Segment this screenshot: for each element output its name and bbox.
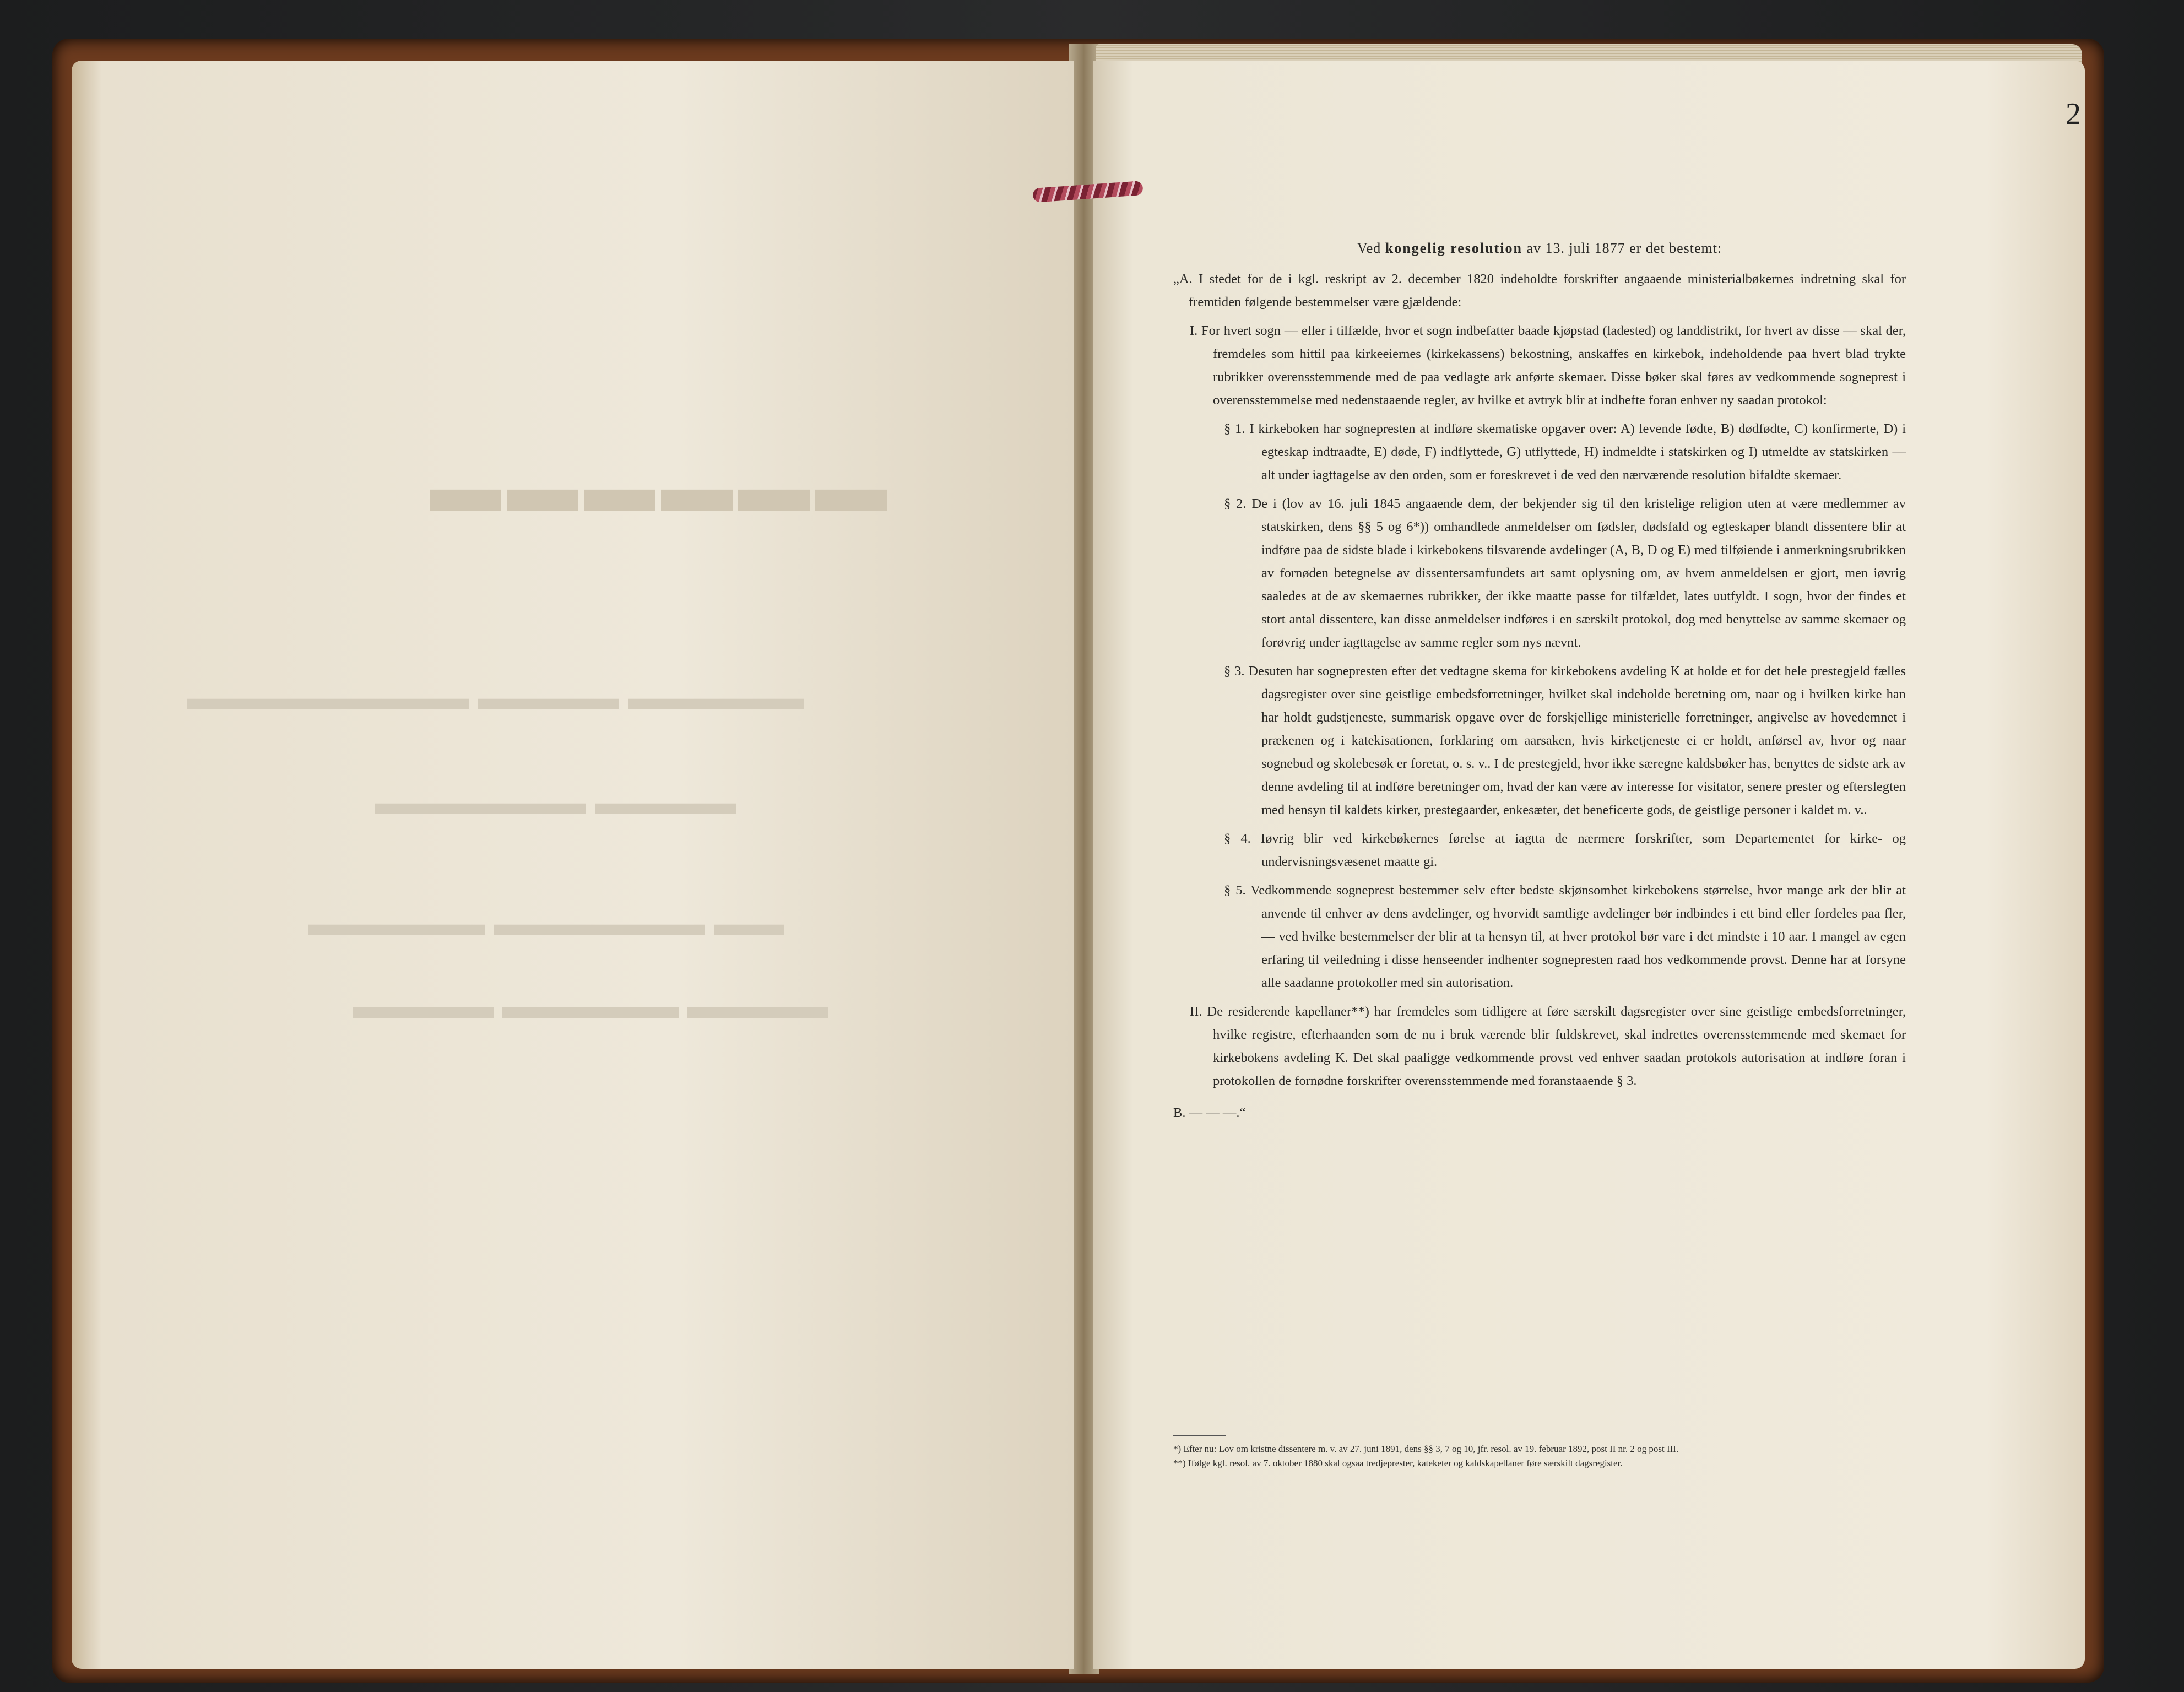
page-number: 2 — [2066, 97, 2081, 131]
left-page — [72, 61, 1074, 1669]
bleed-through-line: ▬▬▬▬ ▬▬▬▬▬▬ — [375, 783, 736, 822]
heading — [1173, 237, 1906, 260]
bleed-through-line: ▬▬▬▬▬ ▬▬▬▬ ▬▬▬▬▬▬▬▬ — [187, 678, 804, 717]
paragraph-4: § 4. Iøvrig blir ved kirkebøkernes førelse at iagtta de nærmere forskrifter, som Departementet for kirke- og undervisningsvæsenet maatte gi. — [1224, 831, 1906, 869]
heading-suffix: av 13. juli 1877 er det bestemt: — [1526, 240, 1722, 256]
footnote-1: *) Efter nu: Lov om kristne dissentere m. v. av 27. juni 1891, dens §§ 3, 7 og 10, jfr. resol. av 19. februar 1892, post II nr. 2 og post III. — [1173, 1444, 1679, 1454]
paragraph-5: § 5. Vedkommende sogneprest bestemmer selv efter bedste skjønsomhet kirkebokens størrelse, hvor mange ark der blir at anvende til enhver av dens avdelinger, og hvorvidt samtlige avdelinger bør indbindes i ett bind eller fordeles paa fler, — ved hvilke bestemmelser der blir at ta hensyn til, at hver protokol bør vare i det mindste i 10 aar. I mangel av egen erfaring til veiledning i disse henseender indhenter sognepresten raad hos vedkommende provst. Denne har at forsyne alle saadanne protokoller med sin autorisation. — [1224, 883, 1906, 990]
section-i: I. For hvert sogn — eller i tilfælde, hvor et sogn indbefatter baade kjøpstad (ladested) og landdistrikt, for hvert av disse — skal der, fremdeles som hittil paa kirkeeiernes (kirkekassens) bekostning, anskaffes en kirkebok, indeholdende paa hvert blad trykte rubrikker overensstemmende med de paa vedlagte ark anførte skemaer. Disse bøker skal føres av vedkommende sogneprest i overensstemmelse med nedenstaaende regler, av hvilke et avtryk blir at indhefte foran enhver ny saadan protokol: — [1190, 323, 1906, 408]
section-a: „A. I stedet for de i kgl. reskript av 2. december 1820 indeholdte forskrifter angaaende ministerialbøkernes indretning skal for fremtiden følgende bestemmelser være gjældende: — [1173, 272, 1906, 310]
resolution-text — [1173, 237, 1906, 1125]
paragraph-3: § 3. Desuten har sognepresten efter det vedtagne skema for kirkebokens avdeling K at holde et for det hele prestegjeld fælles dagsregister over sine geistlige embedsforretninger, hvilket skal indeholde beretning om, naar og i hvilken kirke han har holdt gudstjeneste, summarisk opgave over de forskjellige ministerielle forretninger, angivelse av hovedemnet i prækenen og i katekisationen, forklaring om aarsaken, hvis kirketjeneste ei er holdt, anførsel av, hvor og naar sognebud og skolebesøk er foretat, o. s. v.. I de prestegjeld, hvor ikke særegne kaldsbøker has, benyttes de sidste ark av denne avdeling til at indføre beretninger om, hvad der kan være av interesse for visitator, senere prester og efterslegten med hensyn til kaldets kirker, prestegaarder, enkesæter, det beneficerte gods, de geistlige personer i kaldet m. v.. — [1224, 664, 1906, 817]
bleed-through-title: ▬▬▬▬▬▬ — [424, 448, 887, 527]
heading-prefix: Ved — [1357, 240, 1381, 256]
footnote-rule — [1173, 1435, 1226, 1436]
footnotes — [1173, 1442, 1906, 1471]
bleed-through-line: ▬▬▬▬ ▬▬▬▬▬ ▬▬▬▬ — [353, 986, 828, 1026]
paragraph-2: § 2. De i (lov av 16. juli 1845 angaaende dem, der bekjender sig til den kristelige religion uten at være medlemmer av statskirken, dens §§ 5 og 6*)) omhandlede anmeldelser om fødsler, dødsfald og egteskaper blandt dissentere blir at indføre paa de sidste blade i kirkebokens tilsvarende avdelinger (A, B, D og E) med tilføiende i anmerkningsrubrikken av fornøden betegnelse av dissentersamfundets art samt oplysning om, av hvem anmeldelsen er gjort, men iøvrig saaledes at de av skemaernes rubrikker, der ikke maatte passe for tilfældet, lates uutfyldt. I sogn, hvor der findes et stort antal dissentere, kan disse anmeldelser indføres i en særskilt protokol, dog med benyttelse av samme skemaer og forøvrig under iagttagelse av samme regler som nys nævnt. — [1224, 496, 1906, 650]
section-b: B. — — —.“ — [1173, 1105, 1246, 1120]
bleed-through-line: ▬▬ ▬▬▬▬▬▬ ▬▬▬▬▬ — [308, 904, 784, 943]
section-ii: II. De residerende kapellaner**) har fremdeles som tidligere at føre særskilt dagsregister over sine geistlige embedsforretninger, hvilke registre, efterhaanden som de nu i bruk værende blir fuldskrevet, skal indrettes overensstemmende med skemaet for kirkebokens avdeling K. Det skal paaligge vedkommende provst ved enhver saadan protokols autorisation at indføre foran i protokollen de fornødne forskrifter overensstemmende med foranstaaende § 3. — [1190, 1004, 1906, 1088]
paragraph-1: § 1. I kirkeboken har sognepresten at indføre skematiske opgaver over: A) levende fødte, B) dødfødte, C) konfirmerte, D) i egteskap indtraadte, E) døde, F) indflyttede, G) utflyttede, H) indmeldte i statskirken og I) utmeldte av statskirken — alt under iagttagelse av den orden, som er foreskrevet i de ved den nærværende resolution bifaldte skemaer. — [1224, 421, 1906, 482]
heading-bold: kongelig resolution — [1385, 240, 1522, 256]
footnote-2: **) Ifølge kgl. resol. av 7. oktober 1880 skal ogsaa tredjeprester, kateketer og kaldskapellaner føre særskilt dagsregister. — [1173, 1458, 1623, 1468]
